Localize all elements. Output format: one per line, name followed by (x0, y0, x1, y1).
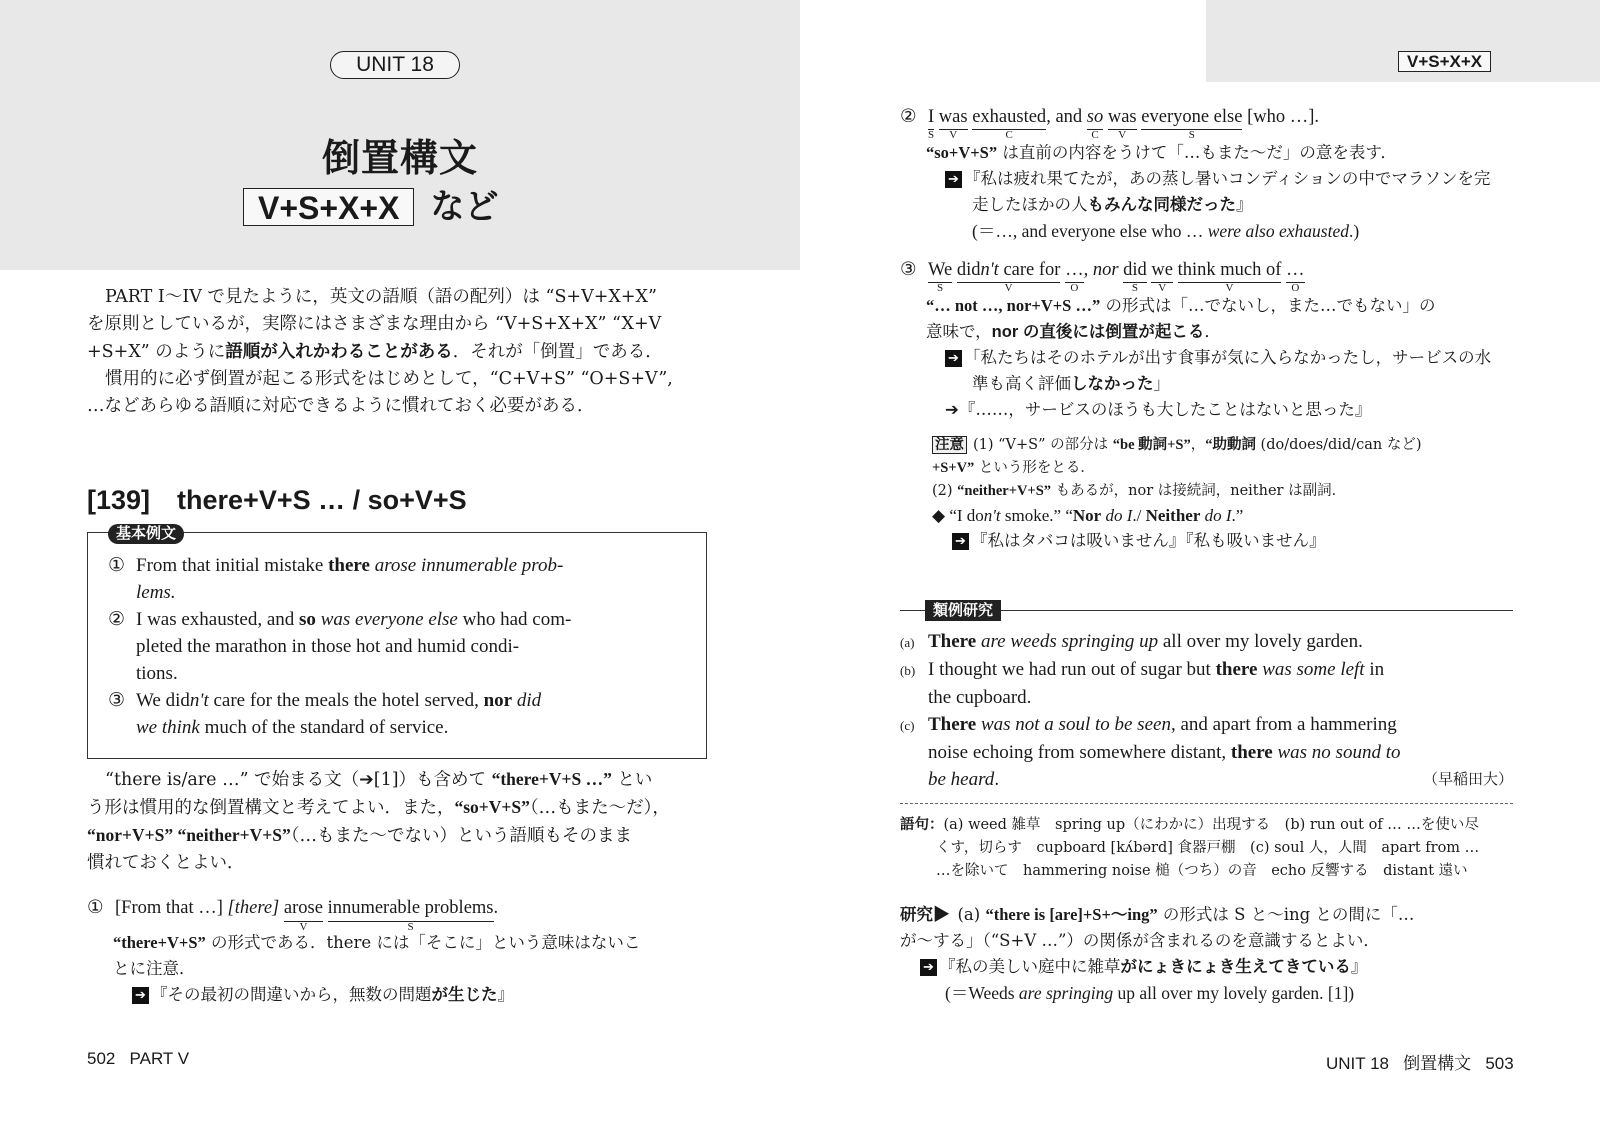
note-3-explain: 意味で，nor の直後には倒置が起こる． (926, 322, 1221, 341)
arrow-icon: ➔ (945, 350, 962, 367)
unit-title: 倒置構文 (321, 138, 478, 180)
note-1-translation: ➔ 『その最初の間違いから，無数の問題が生じた』 (87, 982, 712, 1008)
caution-translation: ➔ 『私はタバコは吸いません』『私も吸いません』 (932, 528, 1522, 554)
ruijou-label: 類例研究 (925, 600, 1001, 621)
ruijou-line: noise echoing from somewhere distant, there was no sound to (928, 742, 1401, 763)
ruijou-line: the cupboard. (928, 687, 1032, 708)
arrow-icon: ➔ (920, 959, 937, 976)
ruijou-examples (900, 628, 1513, 793)
example-line: ① From that initial mistake there arose innumerable prob- (108, 555, 564, 576)
caution-example: ◆ “I don't smoke.” “Nor do I./ Neither do I.” (932, 506, 1244, 525)
kenkyu-paraphrase: (＝Weeds are springing up all over my lovely garden. [1]) (945, 983, 1355, 1003)
vocab-line: …を除いて hammering noise 槌（つち）の音 echo 反響する distant 遠い (936, 863, 1468, 879)
source-label: （早稲田大） (1422, 770, 1513, 788)
note-2-sentence: ② I S was V exhausted C , and so C was V everyone else S [who …]. (900, 107, 1320, 141)
unit-subtitle (243, 188, 498, 228)
ruijou-line: (a) There are weeds springing up all over my lovely garden. (900, 631, 1363, 652)
intro-line: …などあらゆる語順に対応できるように慣れておく必要がある． (87, 396, 595, 416)
explain-line: “there is/are …” で始まる文（➔[1]）も含めて “there+V+S …” とい (105, 769, 653, 790)
example-line: ② I was exhausted, and so was everyone else who had com- (108, 609, 572, 630)
vocab-block (900, 814, 1515, 883)
arrow-icon: ➔ (132, 987, 149, 1004)
note-3-translation: ➔『……，サービスのほうも大したことはないと思った』 (945, 400, 1372, 419)
intro-line: を原則としているが，実際にはさまざまな理由から “V+S+X+X” “X+V (87, 314, 662, 334)
example-line: tions. (136, 663, 178, 684)
intro-line: PART I〜IV で見たように，英文の語順（語の配列）は “S+V+X+X” (105, 287, 657, 307)
kenkyu-line: 研究▶ (a) “there is [are]+S+〜ing” の形式は S と〜ing との間に「… (900, 905, 1415, 924)
ruijou-line: (b) I thought we had run out of sugar but there was some left in (900, 659, 1385, 680)
note-1-explain: “there+V+S” の形式である．there には「そこに」という意味はないこ (113, 933, 641, 952)
caution-line: +S+V” という形をとる． (932, 460, 1095, 476)
page-number: 503 (1485, 1054, 1514, 1073)
example-line: lems. (136, 582, 176, 603)
dotted-divider (900, 803, 1513, 804)
footer-right (1326, 1049, 1514, 1074)
kenkyu-label: 研究▶ (900, 906, 950, 924)
explain-line: “nor+V+S” “neither+V+S”（…もまた〜でない）という語順もそのまま (87, 825, 632, 846)
unit-label: UNIT 18 (330, 51, 460, 79)
example-sentences (108, 552, 693, 741)
arrow-icon: ➔ (945, 171, 962, 188)
note-3-translation: ➔ 「私たちはそのホテルが出す食事が気に入らなかったし，サービスの水 (900, 345, 1520, 371)
running-header-tag: V+S+X+X (1398, 51, 1491, 72)
ruijou-line: be heard. （早稲田大） (900, 766, 1513, 793)
intro-line: +S+X” のように語順が入れかわることがある．それが「倒置」である． (87, 341, 663, 362)
section-heading: [139] there+V+S … / so+V+S (87, 485, 467, 515)
note-2-translation: ➔ 『私は疲れ果てたが，あの蒸し暑いコンディションの中でマラソンを完 (900, 166, 1520, 192)
part-label: PART V (129, 1049, 190, 1068)
note-3-sentence: ③ We S didn't care for V … O , nor did S we V think much of V … O (900, 260, 1305, 294)
example-box-label: 基本例文 (108, 524, 184, 544)
example-line: pleted the marathon in those hot and humid condi- (136, 636, 520, 657)
note-1 (87, 895, 712, 1008)
note-1-sentence: ① [From that …] [there] arose V innumerable problems S . (87, 895, 712, 922)
caution-note (932, 434, 1522, 554)
example-line: we think much of the standard of service. (136, 717, 449, 738)
page-number: 502 (87, 1049, 116, 1068)
caution-label: 注意 (932, 436, 967, 454)
unit-label-footer: UNIT 18 (1326, 1054, 1389, 1073)
formula-box: V+S+X+X (243, 188, 414, 226)
vocab-line: 語句：(a) weed 雑草 spring up（にわかに）出現する (b) run out of … …を使い尽 (900, 817, 1479, 833)
ruijou-line: (c) There was not a soul to be seen, and apart from a hammering (900, 714, 1397, 735)
arrow-icon: ➔ (952, 533, 969, 550)
formula-suffix: など (430, 188, 499, 226)
note-2 (900, 105, 1520, 244)
caution-line: 注意 (1) “V+S” の部分は “be 動詞+S”，“助動詞 (do/does/did/can など) (932, 434, 1522, 457)
example-line: ③ We didn't care for the meals the hotel served, nor did (108, 690, 542, 711)
unit-title-footer: 倒置構文 (1403, 1054, 1472, 1073)
note-2-explain: “so+V+S” は直前の内容をうけて「…もまた〜だ」の意を表す． (926, 143, 1398, 162)
note-3-explain: “… not …, nor+V+S …” の形式は「…でないし，また…でもない」の (926, 296, 1436, 315)
vocab-line: くす，切らす cupboard [kʌ́bərd] 食器戸棚 (c) soul 人，人間 apart from … (936, 840, 1480, 856)
note-2-paraphrase: (＝…, and everyone else who … were also exhausted.) (972, 221, 1360, 241)
kenkyu-line: が〜する」（“S+V …”）の関係が含まれるのを意識するとよい． (900, 931, 1380, 950)
note-2-translation: 走したほかの人もみんな同様だった』 (972, 195, 1253, 214)
explain-line: 慣れておくとよい． (87, 853, 245, 873)
intro-line: 慣用的に必ず倒置が起こる形式をはじめとして，“C+V+S” “O+S+V”, (105, 369, 673, 389)
footer-left (87, 1049, 189, 1069)
note-3 (900, 258, 1520, 423)
explain-line: う形は慣用的な倒置構文と考えてよい．また，“so+V+S”（…もまた〜だ）， (87, 797, 670, 818)
note-3-translation: 準も高く評価しなかった」 (972, 374, 1170, 393)
explanation-text (87, 766, 707, 877)
kenkyu-translation: ➔ 『私の美しい庭中に雑草がにょきにょき生えてきている』 (900, 954, 1515, 980)
note-1-explain: とに注意． (113, 959, 196, 978)
intro-text (87, 284, 707, 420)
caution-line: (2) “neither+V+S” もあるが，nor は接続詞，neither は副詞． (932, 483, 1347, 499)
kenkyu-block (900, 902, 1515, 1006)
